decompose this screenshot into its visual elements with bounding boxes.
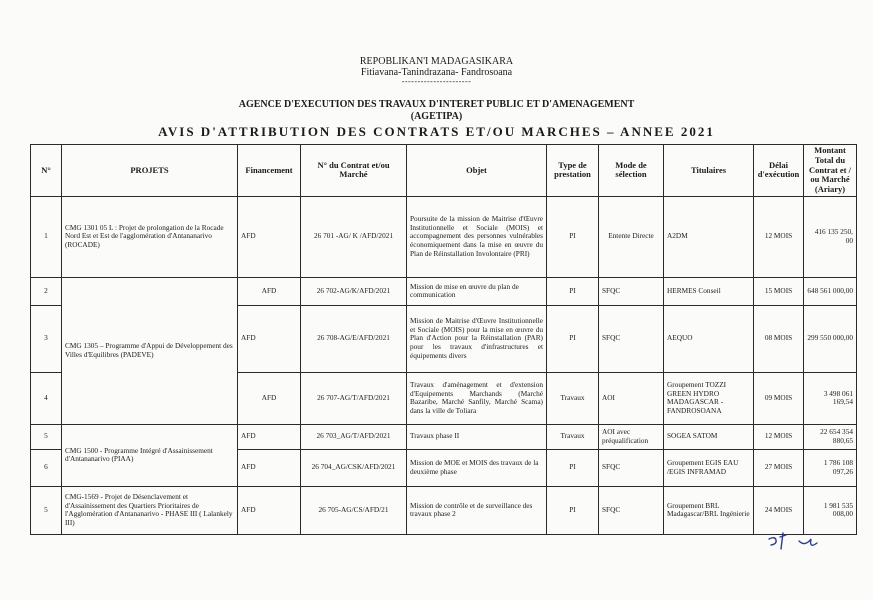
cell-titulaire: Groupement BRL Madagascar/BRL Ingénierie [664, 486, 754, 534]
cell-delai: 09 MOIS [754, 372, 804, 424]
cell-objet: Travaux phase II [407, 424, 547, 449]
cell-mode: SFQC [599, 305, 664, 372]
col-header-no: N° [31, 145, 62, 197]
agency-name: AGENCE D'EXECUTION DES TRAVAUX D'INTERET PUBLIC ET D'AMENAGEMENT [238, 99, 635, 110]
cell-montant: 22 654 354 880,65 [804, 424, 857, 449]
cell-montant: 1 981 535 008,00 [804, 486, 857, 534]
cell-projet: CMG-1569 - Projet de Désenclavement et d'Assainissement des Quartiers Prioritaires de l'Agglomération d'Antananarivo - PHASE III ( Lalankely III) [62, 486, 238, 534]
cell-contrat: 26 702-AG/K/AFD/2021 [301, 277, 407, 305]
cell-type: PI [547, 449, 599, 486]
cell-objet: Mission de MOE et MOIS des travaux de la deuxième phase [407, 449, 547, 486]
cell-type: Travaux [547, 372, 599, 424]
agency-acronym: (AGETIPA) [410, 111, 463, 122]
cell-contrat: 26 703_AG/T/AFD/2021 [301, 424, 407, 449]
table-header-row [31, 145, 857, 197]
col-header-objet: Objet [407, 145, 547, 197]
cell-no: 5 [31, 424, 62, 449]
cell-mode: SFQC [599, 277, 664, 305]
document-title: AVIS D'ATTRIBUTION DES CONTRATS ET/OU MARCHES – ANNEE 2021 [158, 124, 715, 139]
cell-titulaire: AEQUO [664, 305, 754, 372]
cell-objet: Travaux d'aménagement et d'extension d'Equipements Marchands (Marché Bazaribe, Marché Sanfily, Marché Scama) dans la ville de Toliara [407, 372, 547, 424]
cell-no: 5 [31, 486, 62, 534]
col-header-type: Type de prestation [547, 145, 599, 197]
cell-titulaire: HERMES Conseil [664, 277, 754, 305]
table-row [31, 277, 857, 305]
national-motto: Fitiavana-Tanindrazana- Fandrosoana [360, 67, 513, 78]
cell-titulaire: SOGEA SATOM [664, 424, 754, 449]
cell-mode: Entente Directe [599, 196, 664, 277]
cell-financement: AFD [238, 305, 301, 372]
table-row [31, 424, 857, 449]
cell-contrat: 26 705-AG/CS/AFD/21 [301, 486, 407, 534]
cell-projet: CMG 1305 – Programme d'Appui de Développement des Villes d'Equilibres (PADEVE) [62, 277, 238, 424]
cell-type: Travaux [547, 424, 599, 449]
cell-objet: Mission de mise en œuvre du plan de communication [407, 277, 547, 305]
cell-titulaire: Groupement TOZZI GREEN HYDRO MADAGASCAR - FANDROSOANA [664, 372, 754, 424]
col-header-contrat: N° du Contrat et/ou Marché [301, 145, 407, 197]
cell-montant: 1 786 108 097,26 [804, 449, 857, 486]
cell-no: 6 [31, 449, 62, 486]
cell-montant: 299 550 000,00 [804, 305, 857, 372]
cell-type: PI [547, 486, 599, 534]
cell-mode: SFQC [599, 449, 664, 486]
cell-delai: 15 MOIS [754, 277, 804, 305]
table-row [31, 196, 857, 277]
cell-delai: 12 MOIS [754, 196, 804, 277]
cell-contrat: 26 704_AG/CSK/AFD/2021 [301, 449, 407, 486]
cell-no: 3 [31, 305, 62, 372]
cell-delai: 27 MOIS [754, 449, 804, 486]
col-header-delai: Délai d'exécution [754, 145, 804, 197]
cell-contrat: 26 707-AG/T/AFD/2021 [301, 372, 407, 424]
cell-mode: AOI avec préqualification [599, 424, 664, 449]
cell-financement: AFD [238, 486, 301, 534]
col-header-titulaires: Titulaires [664, 145, 754, 197]
cell-objet: Poursuite de la mission de Maitrise d'Œuvre Institutionnelle et Sociale (MOIS) et accompagnement des personnes vulnérables économiquement dans la mise en œuvre du Plan de Réinstallation Involontaire (PRI) [407, 196, 547, 277]
cell-projet: CMG 1301 05 L : Projet de prolongation de la Rocade Nord Est et Est de l'agglomération d'Antananarivo (ROCADE) [62, 196, 238, 277]
contracts-table [30, 144, 857, 535]
cell-financement: AFD [238, 424, 301, 449]
header-separator: ---------------------- [401, 77, 472, 86]
cell-financement: AFD [238, 277, 301, 305]
republic-name: REPOBLIKAN'I MADAGASIKARA [359, 56, 514, 67]
col-header-projets: PROJETS [62, 145, 238, 197]
cell-titulaire: A2DM [664, 196, 754, 277]
col-header-montant: Montant Total du Contrat et / ou Marché (Ariary) [804, 145, 857, 197]
cell-financement: AFD [238, 372, 301, 424]
cell-no: 4 [31, 372, 62, 424]
col-header-mode: Mode de sélection [599, 145, 664, 197]
cell-contrat: 26 701 -AG/ K /AFD/2021 [301, 196, 407, 277]
cell-type: PI [547, 277, 599, 305]
cell-objet: Mission de contrôle et de surveillance des travaux phase 2 [407, 486, 547, 534]
cell-contrat: 26 708-AG/E/AFD/2021 [301, 305, 407, 372]
cell-mode: SFQC [599, 486, 664, 534]
cell-type: PI [547, 305, 599, 372]
cell-type: PI [547, 196, 599, 277]
cell-mode: AOI [599, 372, 664, 424]
cell-montant: 3 498 061 169,54 [804, 372, 857, 424]
cell-montant: 648 561 000,00 [804, 277, 857, 305]
cell-delai: 12 MOIS [754, 424, 804, 449]
cell-delai: 24 MOIS [754, 486, 804, 534]
table-row [31, 486, 857, 534]
cell-objet: Mission de Maitrise d'Œuvre Institutionnelle et Sociale (MOIS) pour la mise en œuvre du Plan d'Action pour la Réinstallation (PAR) pour les travaux d'infrastructures et équipements divers [407, 305, 547, 372]
cell-delai: 08 MOIS [754, 305, 804, 372]
cell-financement: AFD [238, 196, 301, 277]
cell-projet: CMG 1500 - Programme Intégré d'Assainissement d'Antananarivo (PIAA) [62, 424, 238, 486]
cell-financement: AFD [238, 449, 301, 486]
handwritten-initials [765, 527, 835, 553]
cell-titulaire: Groupement EGIS EAU /EGIS INFRAMAD [664, 449, 754, 486]
cell-montant: 416 135 250, 00 [804, 196, 857, 277]
col-header-financement: Financement [238, 145, 301, 197]
cell-no: 1 [31, 196, 62, 277]
cell-no: 2 [31, 277, 62, 305]
